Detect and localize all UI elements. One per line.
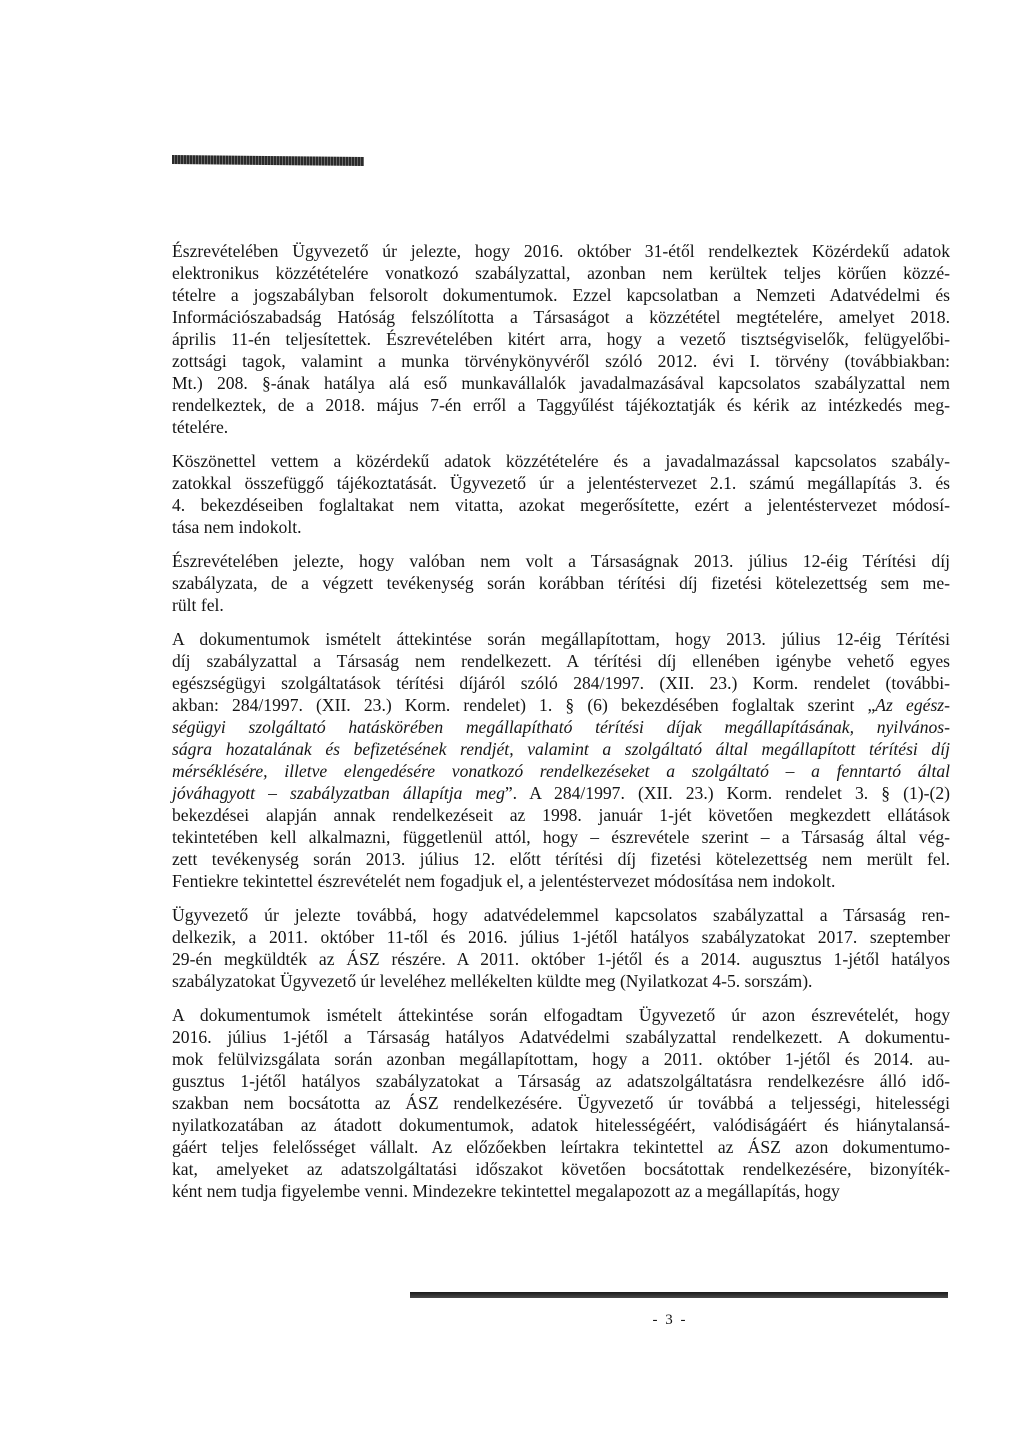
paragraph	[172, 904, 950, 992]
text-line: elektronikus közzétételére vonatkozó szabályzattal, azonban nem kerültek teljes körűen közzé-	[172, 263, 950, 283]
text-line: jóváhagyott – szabályzatban állapítja meg”. A 284/1997. (XII. 23.) Korm. rendelet 3. § (1)-(2)	[172, 783, 950, 803]
text-line: zottsági tagok, valamint a munka törvénykönyvéről szóló 2012. évi I. törvény (továbbiakban:	[172, 351, 950, 371]
text-line: A dokumentumok ismételt áttekintése során elfogadtam Ügyvezető úr azon észrevételét, hogy	[172, 1005, 950, 1025]
text-line: akban: 284/1997. (XII. 23.) Korm. rendelet) 1. § (6) bekezdésében foglaltak szerint „Az egész-	[172, 695, 950, 715]
text-line: kat, amelyeket az adatszolgáltatási időszakot követően bocsátottak rendelkezésére, bizonyíték-	[172, 1159, 950, 1179]
paragraph	[172, 628, 950, 892]
paragraph	[172, 240, 950, 438]
text-line: bekezdései alapján annak rendelkezéseit az 1998. január 1-jét követően megkezdett ellátások	[172, 805, 950, 825]
text-line: tételre a jogszabályban felsorolt dokumentumok. Ezzel kapcsolatban a Nemzeti Adatvédelmi és	[172, 285, 950, 305]
text-line: 2016. július 1-jétől a Társaság hatályos Adatvédelmi szabályzattal rendelkezett. A dokumentu-	[172, 1027, 950, 1047]
text-line: díj szabályzattal a Társaság nem rendelkezett. A térítési díj ellenében igénybe vehető egyes	[172, 651, 950, 671]
paragraph	[172, 450, 950, 538]
text-line: tekintetében kell alkalmazni, függetlenül attól, hogy – észrevétele szerint – a Társaság által vég-	[172, 827, 950, 847]
text-line: április 11-én teljesítettek. Észrevételében kitért arra, hogy a vezető tisztségviselők, felügyelőbi-	[172, 329, 950, 349]
text-line: Észrevételében jelezte, hogy valóban nem volt a Társaságnak 2013. július 12-éig Térítési díj	[172, 551, 950, 571]
text-line: zett tevékenység során 2013. július 12. előtt térítési díj fizetési kötelezettség nem merült fel.	[172, 849, 950, 869]
text-line: szakban nem bocsátotta az ÁSZ rendelkezésére. Ügyvezető úr továbbá a teljességi, hitelességi	[172, 1093, 950, 1113]
text-line: gusztus 1-jétől hatályos szabályzatokat a Társaság az adatszolgáltatásra rendelkezésre álló idő-	[172, 1071, 950, 1091]
header-rule	[172, 155, 364, 166]
text-line: Ügyvezető úr jelezte továbbá, hogy adatvédelemmel kapcsolatos szabályzattal a Társaság ren-	[172, 905, 950, 925]
text-line: Mt.) 208. §-ának hatálya alá eső munkavállalók javadalmazásával kapcsolatos szabályzattal nem	[172, 373, 950, 393]
text-line: ságra hozatalának és befizetésének rendjét, valamint a szolgáltató által megállapított térítési díj	[172, 739, 950, 759]
paragraph	[172, 1004, 950, 1202]
text-line: mok felülvizsgálata során azonban megállapítottam, hogy a 2011. október 1-jétől és 2014. au-	[172, 1049, 950, 1069]
text-line: ségügyi szolgáltató hatáskörében megállapítható térítési díjak megállapításának, nyilvános-	[172, 717, 950, 737]
text-line: Észrevételében Ügyvezető úr jelezte, hogy 2016. október 31-étől rendelkeztek Közérdekű adatok	[172, 241, 950, 261]
page-number: - 3 -	[652, 1312, 688, 1328]
footer-rule	[410, 1292, 948, 1298]
text-line: rült fel.	[172, 595, 224, 615]
text-line: szabályzatokat Ügyvezető úr leveléhez mellékelten küldte meg (Nyilatkozat 4-5. sorszám).	[172, 971, 813, 991]
text-line: gáért teljes felelősséget vállalt. Az előzőekben leírtakra tekintettel az ÁSZ azon dokumentumo-	[172, 1137, 950, 1157]
text-line: mérséklésére, illetve elengedésére vonatkozó rendelkezéseket a szolgáltató – a fenntartó által	[172, 761, 951, 781]
text-line: 29-én megküldték az ÁSZ részére. A 2011. október 1-jétől és a 2014. augusztus 1-jétől hatályos	[172, 949, 950, 969]
text-line: zatokkal összefüggő tájékoztatását. Ügyvezető úr a jelentéstervezet 2.1. számú megállapítás 3. és	[172, 473, 950, 493]
text-line: A dokumentumok ismételt áttekintése során megállapítottam, hogy 2013. július 12-éig Térítési	[172, 629, 950, 649]
text-line: Információszabadság Hatóság felszólította a Társaságot a közzététel megtételére, amelyet 2018.	[172, 307, 950, 327]
text-line: rendelkeztek, de a 2018. május 7-én erről a Taggyűlést tájékoztatják és kérik az intézkedés meg-	[172, 395, 950, 415]
text-line: 4. bekezdéseiben foglaltakat nem vitatta, azokat megerősítette, ezért a jelentéstervezet módosí-	[172, 495, 950, 515]
document-body	[172, 240, 950, 1214]
text-line: delkezik, a 2011. október 11-től és 2016. július 1-jétől hatályos szabályzatokat 2017. szeptember	[172, 927, 950, 947]
text-line: szabályzata, de a végzett tevékenység során korábban térítési díj fizetési kötelezettség sem me-	[172, 573, 950, 593]
text-line: Köszönettel vettem a közérdekű adatok közzétételére és a javadalmazással kapcsolatos szabály-	[172, 451, 950, 471]
text-line: ként nem tudja figyelembe venni. Mindezekre tekintettel megalapozott az a megállapítás, hogy	[172, 1181, 840, 1201]
text-line: nyilatkozatában az átadott dokumentumok, adatok hitelességéért, valódiságáért és hiánytalansá-	[172, 1115, 950, 1135]
text-line: tételére.	[172, 417, 229, 437]
paragraph	[172, 550, 950, 616]
text-line: egészségügyi szolgáltatások térítési díjáról szóló 284/1997. (XII. 23.) Korm. rendelet (további-	[172, 673, 950, 693]
text-line: Fentiekre tekintettel észrevételét nem fogadjuk el, a jelentéstervezet módosítása nem indokolt.	[172, 871, 836, 891]
text-line: tása nem indokolt.	[172, 517, 302, 537]
